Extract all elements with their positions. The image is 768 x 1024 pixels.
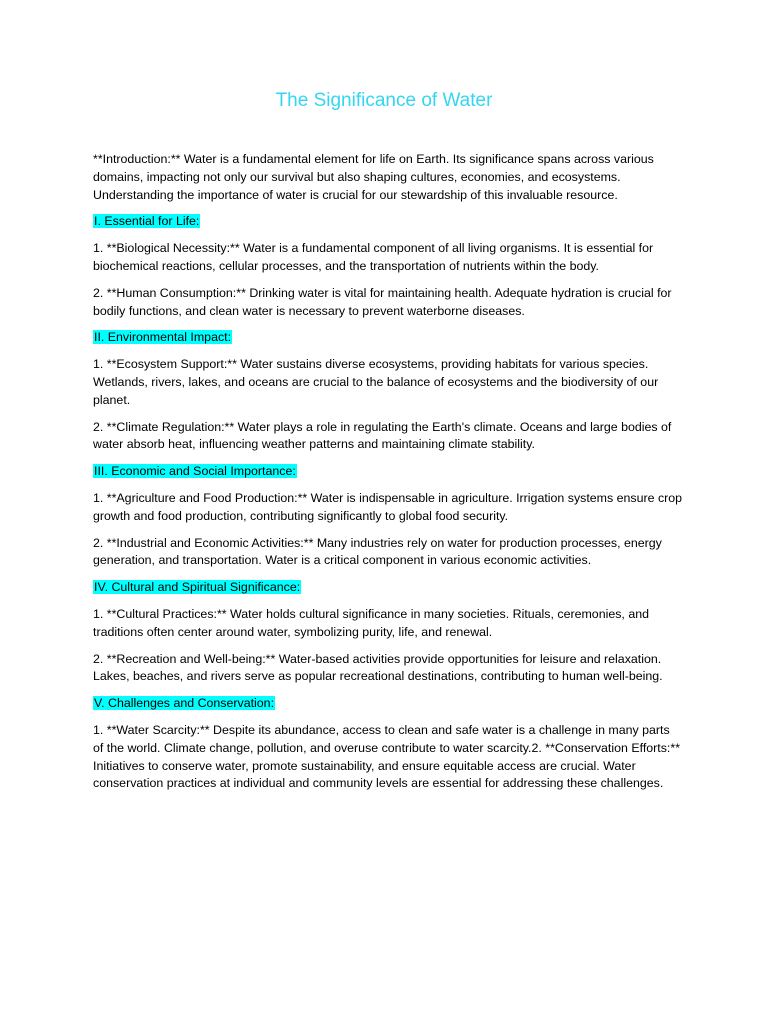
section-paragraph: 1. **Ecosystem Support:** Water sustains diverse ecosystems, providing habitats for various species. Wetlands, rivers, lakes, and oceans are crucial to the balance of ecosystems and the biodiversity of our planet.	[93, 357, 659, 407]
section-heading	[93, 463, 683, 481]
section-heading	[93, 695, 683, 713]
intro-paragraph: **Introduction:** Water is a fundamental element for life on Earth. Its significance spans across various domains, impacting not only our survival but also shaping cultures, economies, and ecosystems. Understanding the importance of water is crucial for our stewardship of this invaluable resource.	[93, 152, 654, 202]
section-paragraph: 1. **Biological Necessity:** Water is a fundamental component of all living organisms. It is essential for biochemical reactions, cellular processes, and the transportation of nutrients within the body.	[93, 241, 654, 273]
section-environmental-impact	[93, 329, 683, 454]
document-body	[93, 151, 683, 802]
section-heading-text: V. Challenges and Conservation:	[94, 696, 275, 711]
section-paragraph: 2. **Human Consumption:** Drinking water is vital for maintaining health. Adequate hydration is crucial for bodily functions, and clean water is necessary to prevent waterborne diseases.	[93, 285, 672, 318]
section-paragraph: 1. **Water Scarcity:** Despite its abundance, access to clean and safe water is a challenge in many parts of the world. Climate change, pollution, and overuse contribute to water scarcity.2. **Conservation Efforts:** Initiatives to conserve water, promote sustainability, and ensure equitable access are crucial. Water conservation practices at individual and community levels are essential for addressing these challenges.	[93, 722, 681, 791]
section-paragraph: 1. **Agriculture and Food Production:** Water is indispensable in agriculture. Irrigation systems ensure crop growth and food production, contributing significantly to global food security.	[93, 490, 683, 523]
section-paragraph: 2. **Climate Regulation:** Water plays a role in regulating the Earth's climate. Oceans and large bodies of water absorb heat, influencing weather patterns and maintaining climate stability.	[93, 419, 672, 452]
section-paragraph: 2. **Industrial and Economic Activities:** Many industries rely on water for production processes, energy generation, and transportation. Water is a critical component in various economic activities.	[93, 535, 662, 568]
section-heading-text: IV. Cultural and Spiritual Significance:	[94, 580, 301, 595]
section-essential-for-life	[93, 213, 683, 320]
section-economic-social	[93, 463, 683, 570]
section-challenges-conservation	[93, 695, 683, 793]
section-heading	[93, 213, 683, 231]
section-heading-text: III. Economic and Social Importance:	[94, 464, 296, 479]
section-paragraph: 2. **Recreation and Well-being:** Water-based activities provide opportunities for leisure and relaxation. Lakes, beaches, and rivers serve as popular recreational destinations, contributing to human well-being.	[93, 651, 663, 684]
document-title: The Significance of Water	[275, 90, 493, 111]
section-paragraph: 1. **Cultural Practices:** Water holds cultural significance in many societies. Rituals, ceremonies, and traditions often center around water, symbolizing purity, life, and renewal.	[93, 606, 649, 639]
section-heading	[93, 329, 683, 347]
section-heading	[93, 579, 683, 597]
section-heading-text: II. Environmental Impact:	[94, 330, 232, 345]
section-cultural-spiritual	[93, 579, 683, 686]
section-heading-text: I. Essential for Life:	[94, 214, 200, 229]
